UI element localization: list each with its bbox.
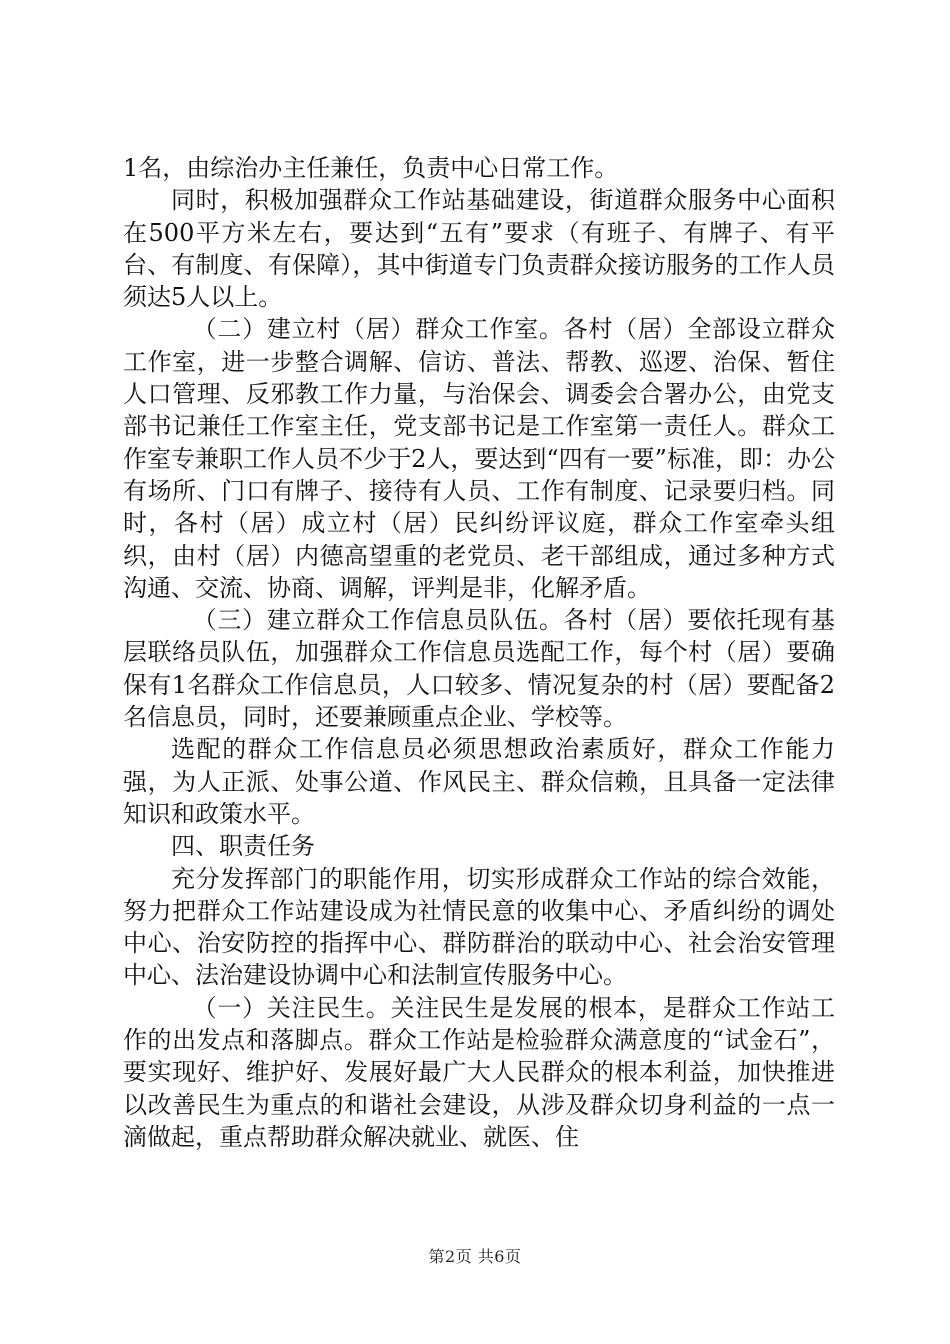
paragraph-1: 1名，由综治办主任兼任，负责中心日常工作。 <box>123 154 619 182</box>
paragraph-2: 同时，积极加强群众工作站基础建设，街道群众服务中心面积在500平方米左右，要达到“五有”要求（有班子、有牌子、有平台、有制度、有保障），其中街道专门负责群众接访服务的工作人员须达5人以上。 <box>123 186 835 312</box>
paragraph-5: 选配的群众工作信息员必须思想政治素质好，群众工作能力强，为人正派、处事公道、作风民主、群众信赖，且具备一定法律知识和政策水平。 <box>123 735 835 828</box>
paragraph-8: （一）关注民生。关注民生是发展的根本，是群众工作站工作的出发点和落脚点。群众工作站是检验群众满意度的“试金石”，要实现好、维护好、发展好最广大人民群众的根本利益，加快推进以改善民生为重点的和谐社会建设，从涉及群众切身利益的一点一滴做起，重点帮助群众解决就业、就医、住 <box>123 993 835 1151</box>
paragraph-3: （二）建立村（居）群众工作室。各村（居）全部设立群众工作室，进一步整合调解、信访、普法、帮教、巡逻、治保、暂住人口管理、反邪教工作力量，与治保会、调委会合署办公，由党支部书记兼任工作室主任，党支部书记是工作室第一责任人。群众工作室专兼职工作人员不少于2人，要达到“四有一要”标准，即：办公有场所、门口有牌子、接待有人员、工作有制度、记录要归档。同时，各村（居）成立村（居）民纠纷评议庭，群众工作室牵头组织，由村（居）内德高望重的老党员、老干部组成，通过多种方式沟通、交流、协商、调解，评判是非，化解矛盾。 <box>123 315 835 602</box>
paragraph-4: （三）建立群众工作信息员队伍。各村（居）要依托现有基层联络员队伍，加强群众工作信息员选配工作，每个村（居）要确保有1名群众工作信息员，人口较多、情况复杂的村（居）要配备2名信息员，同时，还要兼顾重点企业、学校等。 <box>123 606 835 732</box>
document-body <box>123 152 835 1153</box>
paragraph-7: 充分发挥部门的职能作用，切实形成群众工作站的综合效能，努力把群众工作站建设成为社情民意的收集中心、矛盾纠纷的调处中心、治安防控的指挥中心、群防群治的联动中心、社会治安管理中心、法治建设协调中心和法制宣传服务中心。 <box>123 864 835 990</box>
page-footer: 第2页 共6页 <box>428 1247 522 1266</box>
section-heading: 四、职责任务 <box>171 832 315 861</box>
